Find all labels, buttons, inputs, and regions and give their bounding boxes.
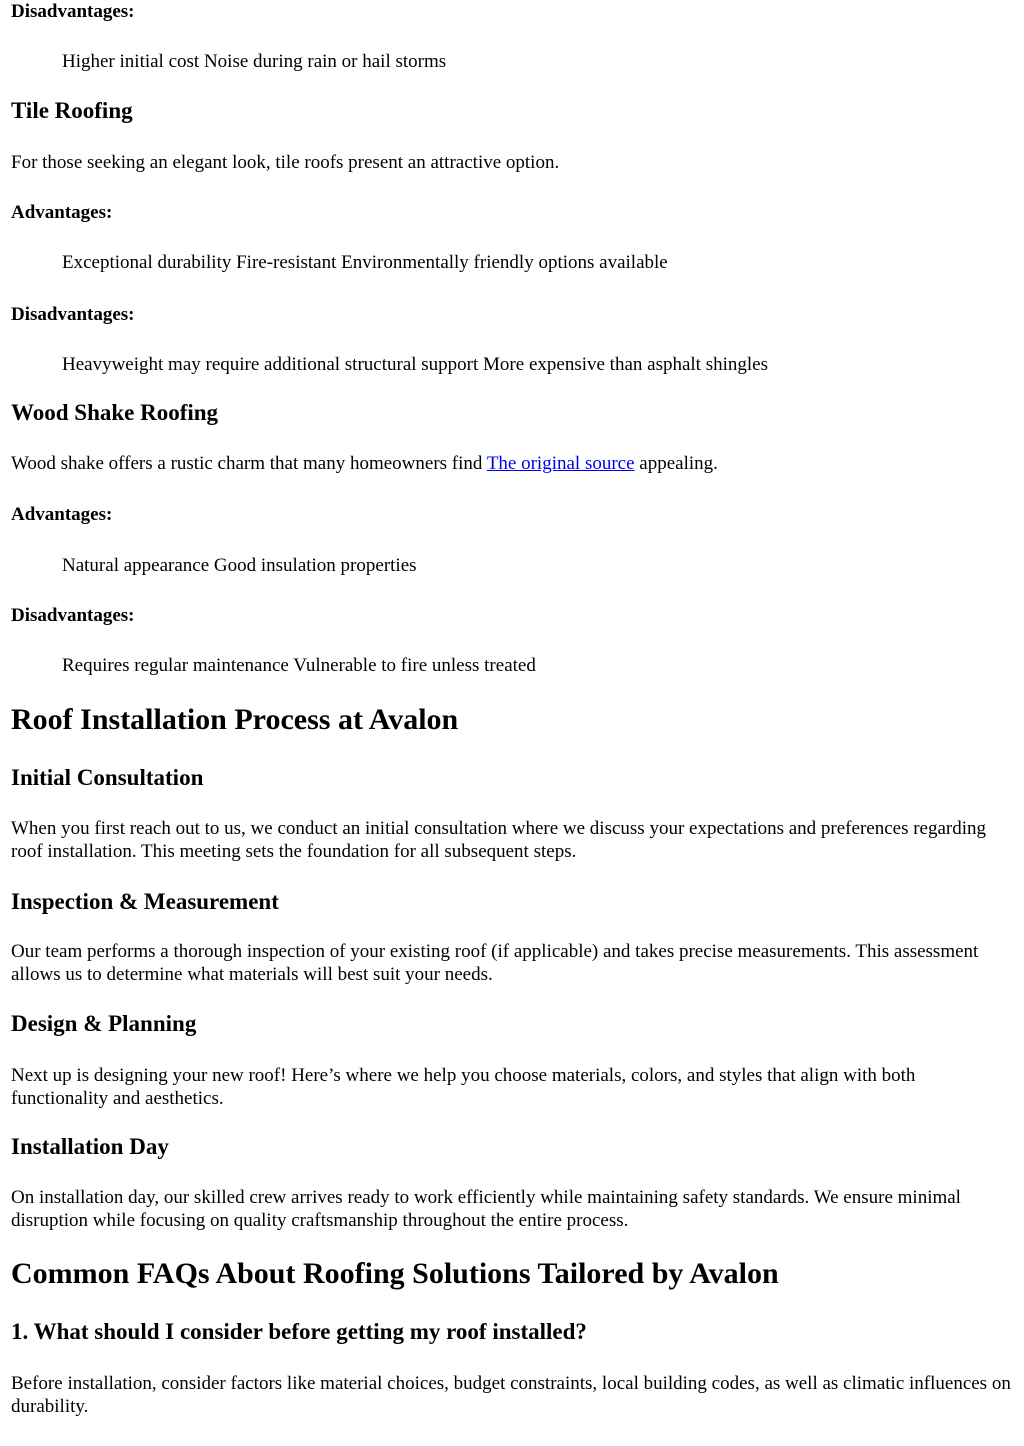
tile-roofing-heading: Tile Roofing [11, 98, 133, 123]
wood-disadvantages-label: Disadvantages: [11, 605, 135, 626]
step-heading: Inspection & Measurement [11, 889, 279, 914]
tile-disadvantages-label: Disadvantages: [11, 304, 135, 325]
step-text: When you first reach out to us, we conduct an initial consultation where we discuss your expectations and preferences regarding roof installation. This meeting sets the foundation for all subsequent steps. [11, 818, 987, 862]
installation-process-heading: Roof Installation Process at Avalon [11, 703, 459, 736]
step-text: Our team performs a thorough inspection of your existing roof (if applicable) and takes precise measurements. This assessment allows us to determine what materials will best suit your needs. [11, 941, 979, 985]
step-heading: Initial Consultation [11, 765, 204, 790]
step-text: Next up is designing your new roof! Here’s where we help you choose materials, colors, and styles that align with both functionality and aesthetics. [11, 1065, 916, 1109]
tile-advantages-text: Exceptional durability Fire-resistant Environmentally friendly options available [62, 252, 668, 273]
faq-heading: Common FAQs About Roofing Solutions Tailored by Avalon [11, 1257, 779, 1290]
wood-advantages-text: Natural appearance Good insulation properties [62, 555, 417, 576]
metal-disadvantages-label: Disadvantages: [11, 1, 135, 22]
tile-advantages-label: Advantages: [11, 202, 113, 223]
original-source-link[interactable]: The original source [486, 453, 635, 474]
wood-shake-heading: Wood Shake Roofing [11, 400, 219, 425]
wood-advantages-label: Advantages: [11, 504, 113, 525]
faq-question: 1. What should I consider before getting my roof installed? [11, 1319, 587, 1344]
wood-intro-after: appealing. [634, 453, 718, 474]
step-heading: Design & Planning [11, 1011, 197, 1036]
step-text: On installation day, our skilled crew arrives ready to work efficiently while maintaining safety standards. We ensure minimal disruption while focusing on quality craftsmanship throughout the entire process. [11, 1187, 961, 1231]
wood-intro-before: Wood shake offers a rustic charm that many homeowners find [11, 453, 487, 474]
metal-disadvantages-text: Higher initial cost Noise during rain or hail storms [62, 51, 447, 72]
step-heading: Installation Day [11, 1134, 169, 1159]
wood-disadvantages-text: Requires regular maintenance Vulnerable to fire unless treated [62, 655, 536, 676]
wood-shake-intro [11, 452, 718, 475]
tile-roofing-intro: For those seeking an elegant look, tile roofs present an attractive option. [11, 152, 560, 173]
faq-answer: Before installation, consider factors like material choices, budget constraints, local building codes, as well as climatic influences on durability. [11, 1373, 1011, 1417]
tile-disadvantages-text: Heavyweight may require additional structural support More expensive than asphalt shingles [62, 354, 768, 375]
